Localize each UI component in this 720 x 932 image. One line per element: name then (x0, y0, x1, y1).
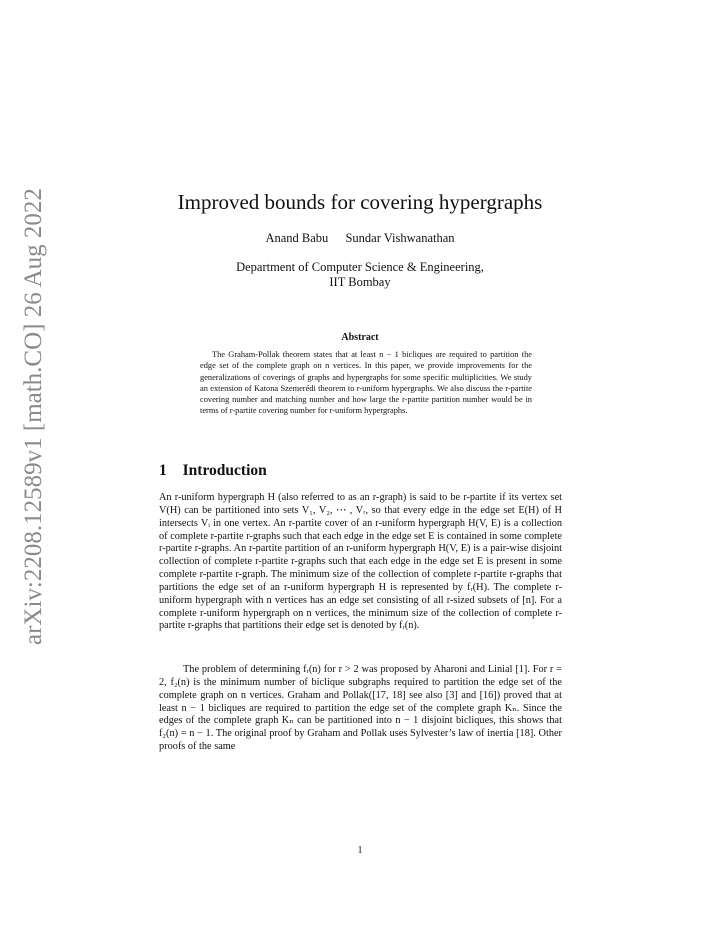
section-title: Introduction (182, 462, 267, 479)
affiliation-line: Department of Computer Science & Engineering, (236, 260, 484, 274)
arxiv-identifier: arXiv:2208.12589v1 [math.CO] 26 Aug 2022 (20, 188, 47, 645)
affiliation-line: IIT Bombay (329, 275, 391, 289)
page-number: 1 (357, 845, 363, 856)
paper-title: Improved bounds for covering hypergraphs (177, 190, 543, 214)
section-number: 1 (159, 462, 167, 479)
body-paragraph: An r-uniform hypergraph H (also referred to as an r-graph) is said to be r-partite if its vertex set V(H) can be partitioned into sets V₁, V₂, ⋯ , Vᵣ, so that every edge in the edge set E(H) of H intersects Vᵢ in one vertex. An r-partite cover of an r-uniform hypergraph H(V, E) is a collection of complete r-partite r-graphs such that each edge in the edge set E is contained in some complete r-partite r-graphs. An r-partite partition of an r-uniform hypergraph H(V, E) is a pair-wise disjoint collection of complete r-partite r-graphs such that each edge in the edge set E is present in some complete r-partite r-graph. The minimum size of the collection of complete r-partite r-graphs that partitions the edge set of an r-uniform hypergraph H is represented by fᵣ(H). The complete r-uniform hypergraph with n vertices has an edge set consisting of all r-sized subsets of [n]. For a complete r-uniform hypergraph on n vertices, the minimum size of the collection of complete r-partite r-graphs that partitions their edge set is denoted by fᵣ(n). (159, 492, 562, 632)
abstract-text: The Graham-Pollak theorem states that at least n − 1 bicliques are required to partition the edge set of the complete graph on n vertices. In this paper, we provide improvements for the generalizations of coverings of graphs and hypergraphs for some specific multiplicities. We study an extension of Katona Szemerédi theorem to r-uniform hypergraphs. We also discuss the r-partite covering number and matching number and how large the r-partite partition number would be in terms of r-partite covering number for r-uniform hypergraphs. (200, 350, 532, 416)
section-heading (159, 462, 267, 480)
author-name: Anand Babu (265, 231, 329, 245)
author-name: Sundar Vishwanathan (345, 231, 455, 245)
affiliation (120, 260, 600, 290)
body-paragraph: The problem of determining fᵣ(n) for r > 2 was proposed by Aharoni and Linial [1]. For r = 2, f₂(n) is the minimum number of biclique subgraphs required to partition the edge set of the complete graph on n vertices. Graham and Pollak([17, 18] see also [3] and [16]) proved that at least n − 1 bicliques are required to partition the edge set of the complete graph Kₙ. Since the edges of the complete graph Kₙ can be partitioned into n − 1 disjoint bicliques, this shows that f₂(n) = n − 1. The original proof by Graham and Pollak uses Sylvester’s law of inertia [18]. Other proofs of the same (159, 664, 562, 753)
author-list (120, 230, 600, 246)
abstract-heading: Abstract (341, 332, 379, 343)
